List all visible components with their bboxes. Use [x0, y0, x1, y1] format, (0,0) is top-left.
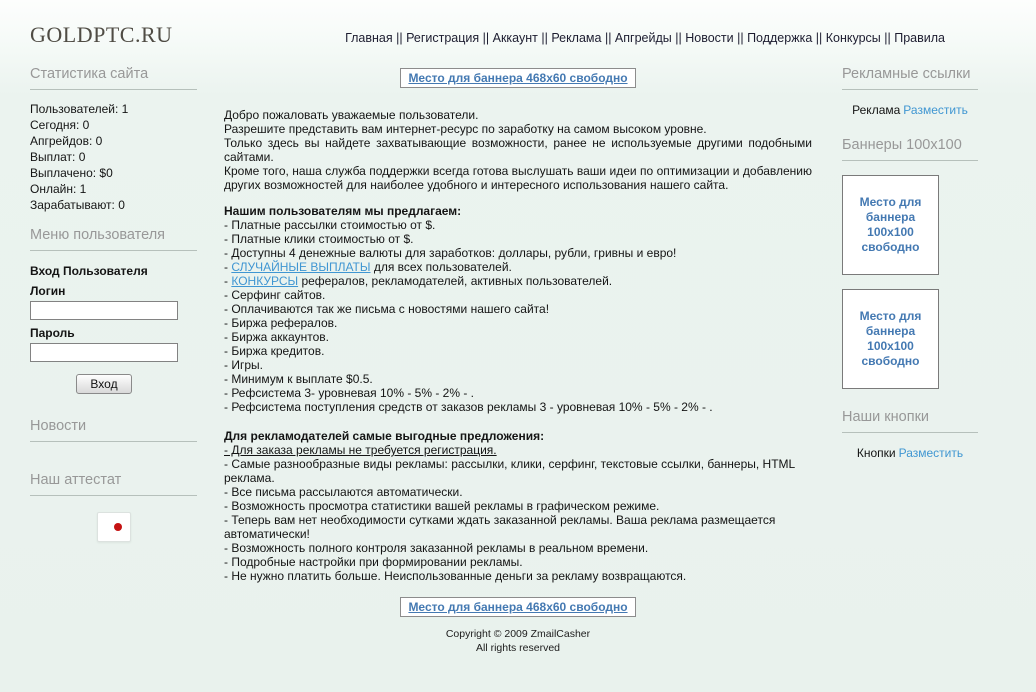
list-item: [224, 330, 812, 344]
banner-100-label: Место для баннера 100x100 свободно: [859, 195, 922, 254]
login-form-title: Вход Пользователя: [30, 264, 148, 278]
right-sidebar: [842, 66, 978, 460]
item-text: - Самые разнообразные виды рекламы: рассылки, клики, серфинг, текстовые ссылки, баннеры, HTML реклама.: [224, 457, 795, 485]
list-item: [224, 400, 812, 414]
item-text: -: [224, 274, 232, 288]
left-sidebar: [30, 66, 197, 542]
news-section-title: Новости: [30, 418, 197, 442]
login-form: [30, 264, 197, 394]
stat-line: Пользователей: 1: [30, 102, 129, 116]
nav-item-4[interactable]: Реклама: [551, 31, 602, 45]
intro-paragraph: Кроме того, наша служба поддержки всегда готова выслушать ваши идеи по оптимизации и добавлению других возможностей для наиболее удобного и интересного использования нашего сайта.: [224, 164, 812, 192]
item-text: рефералов, рекламодателей, активных пользователей.: [298, 274, 613, 288]
nav-separator: ||: [812, 31, 826, 45]
banner-100-label: Место для баннера 100x100 свободно: [859, 309, 922, 368]
list-item: [224, 316, 812, 330]
item-text: - Возможность просмотра статистики вашей рекламы в графическом режиме.: [224, 499, 660, 513]
stat-line: Выплат: 0: [30, 150, 86, 164]
nav-item-1[interactable]: Главная: [345, 31, 393, 45]
banner-100-slot-2[interactable]: [842, 289, 939, 389]
item-text: - Биржа аккаунтов.: [224, 330, 329, 344]
place-buttons-link[interactable]: Разместить: [898, 446, 964, 460]
item-text: - Игры.: [224, 358, 263, 372]
main-content: [224, 66, 812, 655]
buttons-place-row: [842, 446, 978, 460]
password-label: Пароль: [30, 326, 75, 340]
nav-item-6[interactable]: Новости: [685, 31, 734, 45]
footer: [224, 627, 812, 655]
certificate-badge[interactable]: [97, 512, 131, 542]
users-offer-heading: Нашим пользователям мы предлагаем:: [224, 204, 462, 218]
list-item: [224, 288, 812, 302]
certificate-section-title: Наш аттестат: [30, 472, 197, 496]
item-text: - Минимум к выплате $0.5.: [224, 372, 373, 386]
list-item: [224, 358, 812, 372]
nav-item-9[interactable]: Правила: [894, 31, 945, 45]
stat-line: Зарабатывают: 0: [30, 198, 125, 212]
list-item: [224, 541, 812, 555]
login-label: Логин: [30, 284, 66, 298]
list-item: [224, 513, 812, 541]
item-text: - Платные клики стоимостью от $.: [224, 232, 414, 246]
nav-separator: ||: [733, 31, 748, 45]
intro-paragraph: Только здесь вы найдете захватывающие возможности, ранее не используемые другими подобными сайтами.: [224, 136, 812, 164]
item-text: для всех пользователей.: [370, 260, 512, 274]
login-input[interactable]: [30, 301, 178, 320]
banners-section-title: Баннеры 100x100: [842, 137, 978, 161]
password-input[interactable]: [30, 343, 178, 362]
nav-item-3[interactable]: Аккаунт: [492, 31, 538, 45]
nav-item-2[interactable]: Регистрация: [406, 31, 480, 45]
list-item: [224, 260, 812, 274]
main-nav: [345, 31, 945, 45]
ad-links-title: Рекламные ссылки: [842, 66, 978, 90]
buttons-place-label: Кнопки: [856, 446, 896, 460]
certificate-seal-icon: [114, 523, 122, 531]
rights-line: All rights reserved: [475, 642, 561, 654]
banner-100-slot-1[interactable]: [842, 175, 939, 275]
item-text: - Платные рассылки стоимостью от $.: [224, 218, 436, 232]
inline-link[interactable]: КОНКУРСЫ: [231, 274, 299, 288]
item-text: - Оплачиваются так же письма с новостями нашего сайта!: [224, 302, 550, 316]
item-text: - Биржа рефералов.: [224, 316, 338, 330]
intro-paragraph: Добро пожаловать уважаемые пользователи.: [224, 108, 479, 122]
nav-separator: ||: [671, 31, 686, 45]
stats-section-title: Статистика сайта: [30, 66, 197, 90]
list-item: [224, 485, 812, 499]
stat-line: Апгрейдов: 0: [30, 134, 103, 148]
inline-link[interactable]: СЛУЧАЙНЫЕ ВЫПЛАТЫ: [231, 260, 371, 274]
list-item: [224, 555, 812, 569]
user-menu-title: Меню пользователя: [30, 227, 197, 251]
list-item: [224, 386, 812, 400]
list-item: [224, 218, 812, 232]
content-columns: [0, 52, 1036, 655]
item-text: - Подробные настройки при формировании рекламы.: [224, 555, 523, 569]
list-item: [224, 232, 812, 246]
copyright-line: Copyright © 2009 ZmailCasher: [445, 628, 591, 640]
nav-separator: ||: [880, 31, 895, 45]
list-item: [224, 457, 812, 485]
stat-line: Онлайн: 1: [30, 182, 87, 196]
list-item: [224, 246, 812, 260]
item-text: - Серфинг сайтов.: [224, 288, 326, 302]
nav-separator: ||: [537, 31, 552, 45]
nav-separator: ||: [479, 31, 493, 45]
list-item: [224, 372, 812, 386]
advertisers-list: [224, 443, 812, 583]
place-ad-link[interactable]: Разместить: [903, 103, 968, 117]
login-button[interactable]: Вход: [76, 374, 131, 394]
item-text: - Не нужно платить больше. Неиспользованные деньги за рекламу возвращаются.: [224, 569, 687, 583]
banner-468-top-label: Место для баннера 468x60 свободно: [408, 71, 628, 85]
list-item: [224, 344, 812, 358]
banner-468-top[interactable]: [400, 68, 635, 88]
ad-place-row: [842, 103, 978, 117]
nav-item-5[interactable]: Апгрейды: [614, 31, 672, 45]
site-stats: [30, 101, 197, 213]
nav-item-8[interactable]: Конкурсы: [825, 31, 881, 45]
nav-separator: ||: [601, 31, 615, 45]
item-text: - Теперь вам нет необходимости сутками ждать заказанной рекламы. Ваша реклама размещается автоматически!: [224, 513, 776, 541]
login-button-row: [30, 374, 178, 394]
list-item: [224, 499, 812, 513]
ad-place-label: Реклама: [852, 103, 901, 117]
intro-paragraph: Разрешите представить вам интернет-ресурс по заработку на самом высоком уровне.: [224, 122, 707, 136]
intro-text: [224, 108, 812, 192]
item-text: - Биржа кредитов.: [224, 344, 325, 358]
item-text: - Возможность полного контроля заказанной рекламы в реальном времени.: [224, 541, 649, 555]
underlined-text: - Для заказа рекламы не требуется регистрация.: [224, 443, 497, 457]
item-text: -: [224, 260, 232, 274]
buttons-section-title: Наши кнопки: [842, 409, 978, 433]
list-item: [224, 302, 812, 316]
banner-468-bottom-label: Место для баннера 468x60 свободно: [408, 600, 628, 614]
nav-separator: ||: [392, 31, 407, 45]
list-item: [224, 569, 812, 583]
item-text: - Все письма рассылаются автоматически.: [224, 485, 463, 499]
site-logo: GOLDPTC.RU: [30, 22, 173, 47]
banner-468-bottom[interactable]: [400, 597, 635, 617]
item-text: - Рефсистема поступления средств от заказов рекламы 3 - уровневая 10% - 5% - 2% - .: [224, 400, 713, 414]
item-text: - Рефсистема 3- уровневая 10% - 5% - 2% - .: [224, 386, 475, 400]
stat-line: Выплачено: $0: [30, 166, 113, 180]
header: [0, 0, 1036, 52]
bottom-banner-row: [224, 595, 812, 617]
top-banner-row: [224, 66, 812, 88]
nav-item-7[interactable]: Поддержка: [747, 31, 813, 45]
advertisers-heading: Для рекламодателей самые выгодные предложения:: [224, 429, 545, 443]
item-text: - Доступны 4 денежные валюты для заработков: доллары, рубли, гривны и евро!: [224, 246, 677, 260]
list-item: [224, 443, 812, 457]
list-item: [224, 274, 812, 288]
users-offer-list: [224, 218, 812, 414]
stat-line: Сегодня: 0: [30, 118, 90, 132]
